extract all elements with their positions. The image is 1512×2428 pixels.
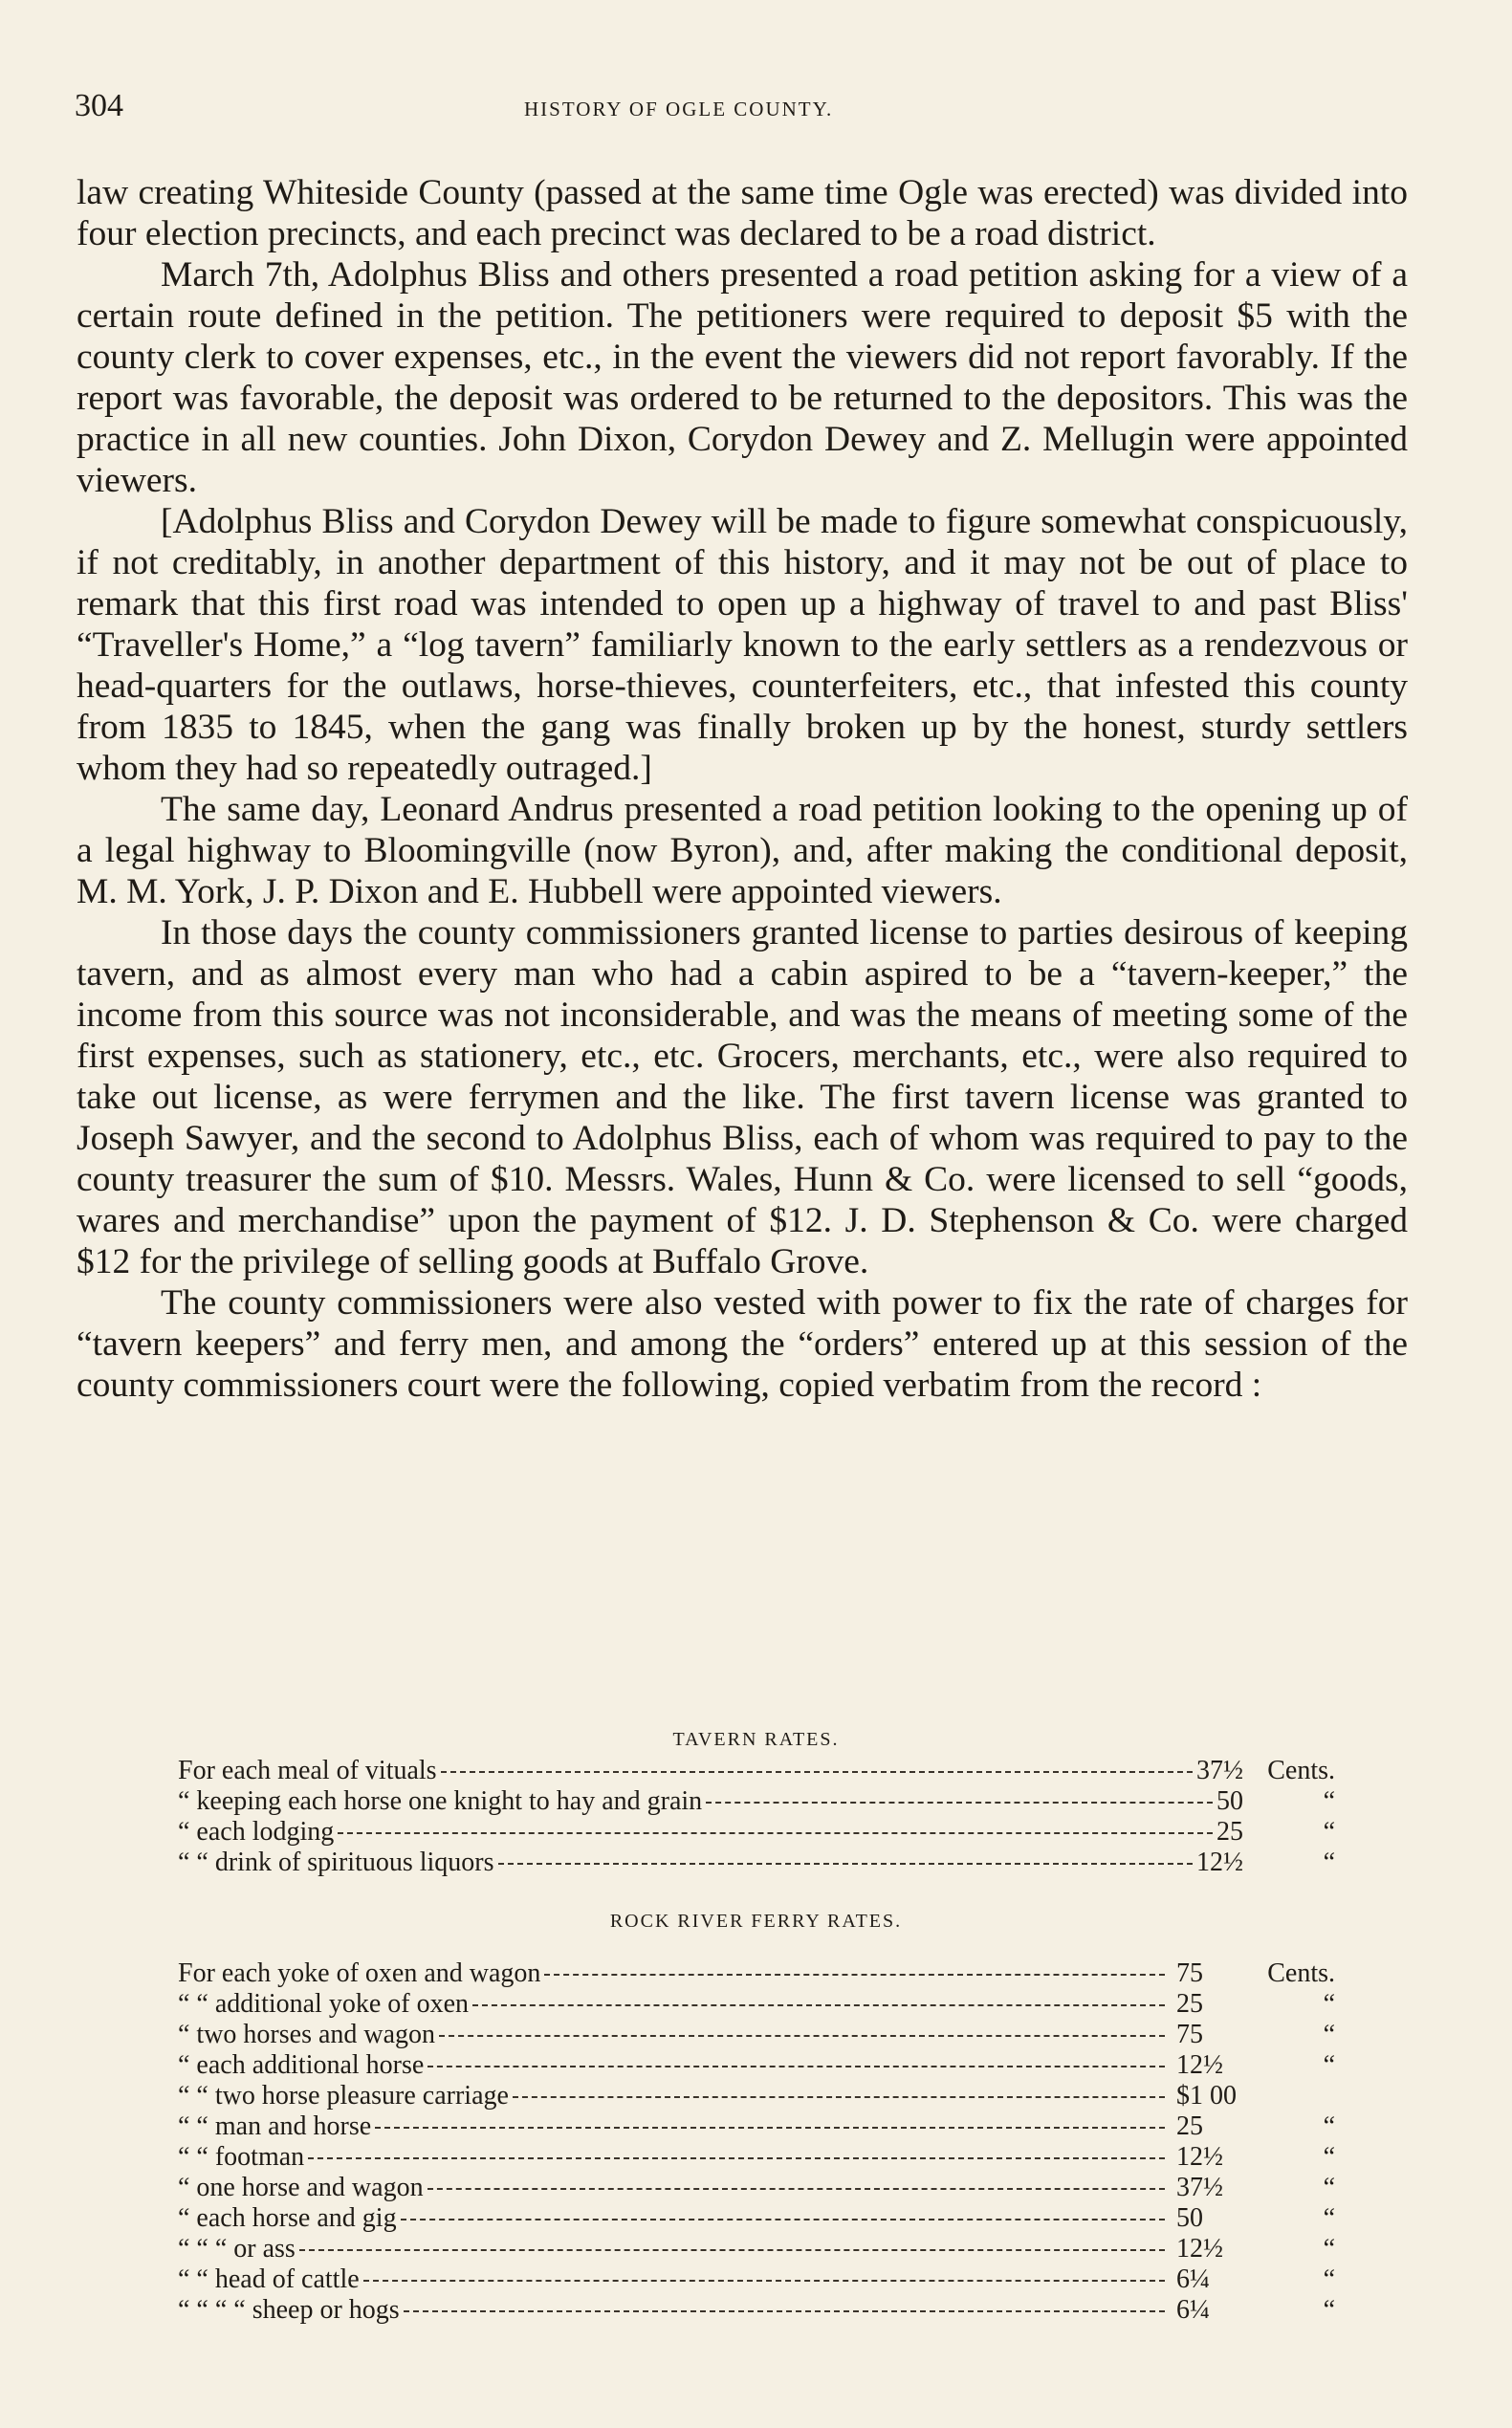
body-text	[77, 172, 1408, 1406]
rate-description: “ each additional horse	[178, 2050, 425, 2080]
rate-description: “ each lodging	[178, 1817, 335, 1847]
rate-unit: “	[1323, 2173, 1335, 2202]
rate-unit: Cents.	[1267, 1756, 1335, 1785]
rate-amount: 50	[1176, 2203, 1203, 2233]
rate-unit: “	[1323, 1786, 1335, 1816]
page-number: 304	[75, 88, 123, 123]
rate-description: “ “ “ or ass	[178, 2234, 296, 2264]
rate-description: For each yoke of oxen and wagon	[178, 1958, 541, 1988]
rate-row	[178, 2173, 1335, 2203]
rate-unit: “	[1323, 2020, 1335, 2049]
paragraph: law creating Whiteside County (passed at the same time Ogle was erected) was divided into four election precincts, and each precinct was declared to be a road district.	[77, 173, 1408, 253]
rate-row	[178, 1848, 1335, 1878]
ferry-rates-table	[178, 1958, 1335, 2326]
rate-unit: “	[1323, 2142, 1335, 2172]
rate-row	[178, 2020, 1335, 2050]
rate-row	[178, 2111, 1335, 2142]
dot-leader	[308, 2157, 1165, 2159]
dot-leader	[401, 2219, 1165, 2220]
paragraph: March 7th, Adolphus Bliss and others presented a road petition asking for a view of a certain route defined in the petition. The petitioners were required to deposit $5 with the county clerk to cover expenses, etc., in the event the viewers did not report favorably. If the report was favorable, the deposit was ordered to be returned to the depositors. This was the practice in all new counties. John Dixon, Corydon Dewey and Z. Mellugin were appointed viewers.	[77, 255, 1408, 500]
rate-amount: 6¼	[1176, 2295, 1210, 2325]
rate-row	[178, 2050, 1335, 2081]
rate-row	[178, 1817, 1335, 1848]
rate-row	[178, 2142, 1335, 2173]
tavern-rates-heading: TAVERN RATES.	[672, 1729, 840, 1750]
dot-leader	[706, 1802, 1213, 1804]
rate-row	[178, 1756, 1335, 1786]
dot-leader	[544, 1974, 1165, 1976]
rate-row	[178, 2264, 1335, 2295]
rate-description: “ “ drink of spirituous liquors	[178, 1848, 494, 1877]
rate-description: “ one horse and wagon	[178, 2173, 424, 2202]
rate-unit: “	[1323, 2111, 1335, 2141]
dot-leader	[472, 2004, 1165, 2006]
rate-amount: 37½	[1176, 2173, 1223, 2202]
rate-unit: “	[1323, 1817, 1335, 1847]
paragraph: [Adolphus Bliss and Corydon Dewey will be made to figure somewhat conspicuously, if not creditably, in another department of this history, and it may not be out of place to remark that this first road was intended to open up a highway of travel to and past Bliss' “Traveller's Home,” a “log tavern” familiarly known to the early settlers as a rendezvous or head-quarters for the outlaws, horse-thieves, counterfeiters, etc., that infested this county from 1835 to 1845, when the gang was finally broken up by the honest, sturdy settlers whom they had so repeatedly outraged.]	[77, 502, 1408, 788]
rate-amount: 75	[1176, 1958, 1203, 1988]
rate-unit: Cents.	[1267, 1958, 1335, 1988]
dot-leader	[375, 2127, 1165, 2129]
rate-unit: “	[1323, 2234, 1335, 2264]
rate-amount: $1 00	[1176, 2081, 1237, 2111]
rate-amount: 12½	[1176, 2234, 1223, 2264]
rate-description: “ each horse and gig	[178, 2203, 397, 2233]
rate-description: “ “ man and horse	[178, 2111, 372, 2141]
tavern-rates-table	[178, 1756, 1335, 1878]
rate-description: “ “ additional yoke of oxen	[178, 1989, 470, 2019]
rate-unit: “	[1323, 1989, 1335, 2019]
ferry-rates-heading: ROCK RIVER FERRY RATES.	[609, 1911, 903, 1932]
rate-unit: “	[1323, 1848, 1335, 1877]
rate-amount: 50	[1216, 1786, 1243, 1816]
rate-description: “ “ footman	[178, 2142, 305, 2172]
rate-amount: 25	[1216, 1817, 1243, 1847]
dot-leader	[363, 2280, 1165, 2282]
dot-leader	[439, 2035, 1165, 2037]
rate-row	[178, 1958, 1335, 1989]
rate-row	[178, 2295, 1335, 2326]
dot-leader	[513, 2096, 1165, 2098]
rate-amount: 12½	[1176, 2050, 1223, 2080]
rate-amount: 12½	[1176, 2142, 1223, 2172]
rate-amount: 25	[1176, 2111, 1203, 2141]
rate-row	[178, 2234, 1335, 2264]
rate-row	[178, 1786, 1335, 1817]
rate-description: “ keeping each horse one knight to hay and grain	[178, 1786, 703, 1816]
dot-leader	[427, 2066, 1165, 2067]
rate-row	[178, 2203, 1335, 2234]
dot-leader	[338, 1832, 1213, 1834]
rate-description: For each meal of vituals	[178, 1756, 437, 1785]
paragraph: The same day, Leonard Andrus presented a road petition looking to the opening up of a legal highway to Bloomingville (now Byron), and, after making the conditional deposit, M. M. York, J. P. Dixon and E. Hubbell were appointed viewers.	[77, 790, 1408, 911]
rate-row	[178, 1989, 1335, 2020]
rate-row	[178, 2081, 1335, 2111]
rate-unit: “	[1323, 2050, 1335, 2080]
rate-description: “ “ head of cattle	[178, 2264, 360, 2294]
rate-description: “ two horses and wagon	[178, 2020, 436, 2049]
rate-unit: “	[1323, 2264, 1335, 2294]
rate-amount: 37½	[1196, 1756, 1243, 1785]
dot-leader	[404, 2310, 1165, 2312]
dot-leader	[299, 2249, 1165, 2251]
rate-amount: 25	[1176, 1989, 1203, 2019]
dot-leader	[441, 1771, 1193, 1773]
running-head: HISTORY OF OGLE COUNTY.	[524, 98, 834, 120]
paragraph: The county commissioners were also vested with power to fix the rate of charges for “tavern keepers” and ferry men, and among the “orders” entered up at this session of the county commissioners court were the following, copied verbatim from the record :	[77, 1283, 1408, 1405]
rate-amount: 75	[1176, 2020, 1203, 2049]
dot-leader	[427, 2188, 1165, 2190]
paragraph: In those days the county commissioners granted license to parties desirous of keeping tavern, and as almost every man who had a cabin aspired to be a “tavern-keeper,” the income from this source was not inconsiderable, and was the means of meeting some of the first expenses, such as stationery, etc., etc. Grocers, merchants, etc., were also required to take out license, as were ferrymen and the like. The first tavern license was granted to Joseph Sawyer, and the second to Adolphus Bliss, each of whom was required to pay to the county treasurer the sum of $10. Messrs. Wales, Hunn & Co. were licensed to sell “goods, wares and merchandise” upon the payment of $12. J. D. Stephenson & Co. were charged $12 for the privilege of selling goods at Buffalo Grove.	[77, 913, 1408, 1281]
rate-unit: “	[1323, 2295, 1335, 2325]
rate-description: “ “ two horse pleasure carriage	[178, 2081, 509, 2111]
rate-amount: 6¼	[1176, 2264, 1210, 2294]
page-header	[75, 88, 1413, 126]
rate-unit: “	[1323, 2203, 1335, 2233]
dot-leader	[498, 1863, 1193, 1865]
rate-amount: 12½	[1196, 1848, 1243, 1877]
rate-description: “ “ “ “ sheep or hogs	[178, 2295, 400, 2325]
